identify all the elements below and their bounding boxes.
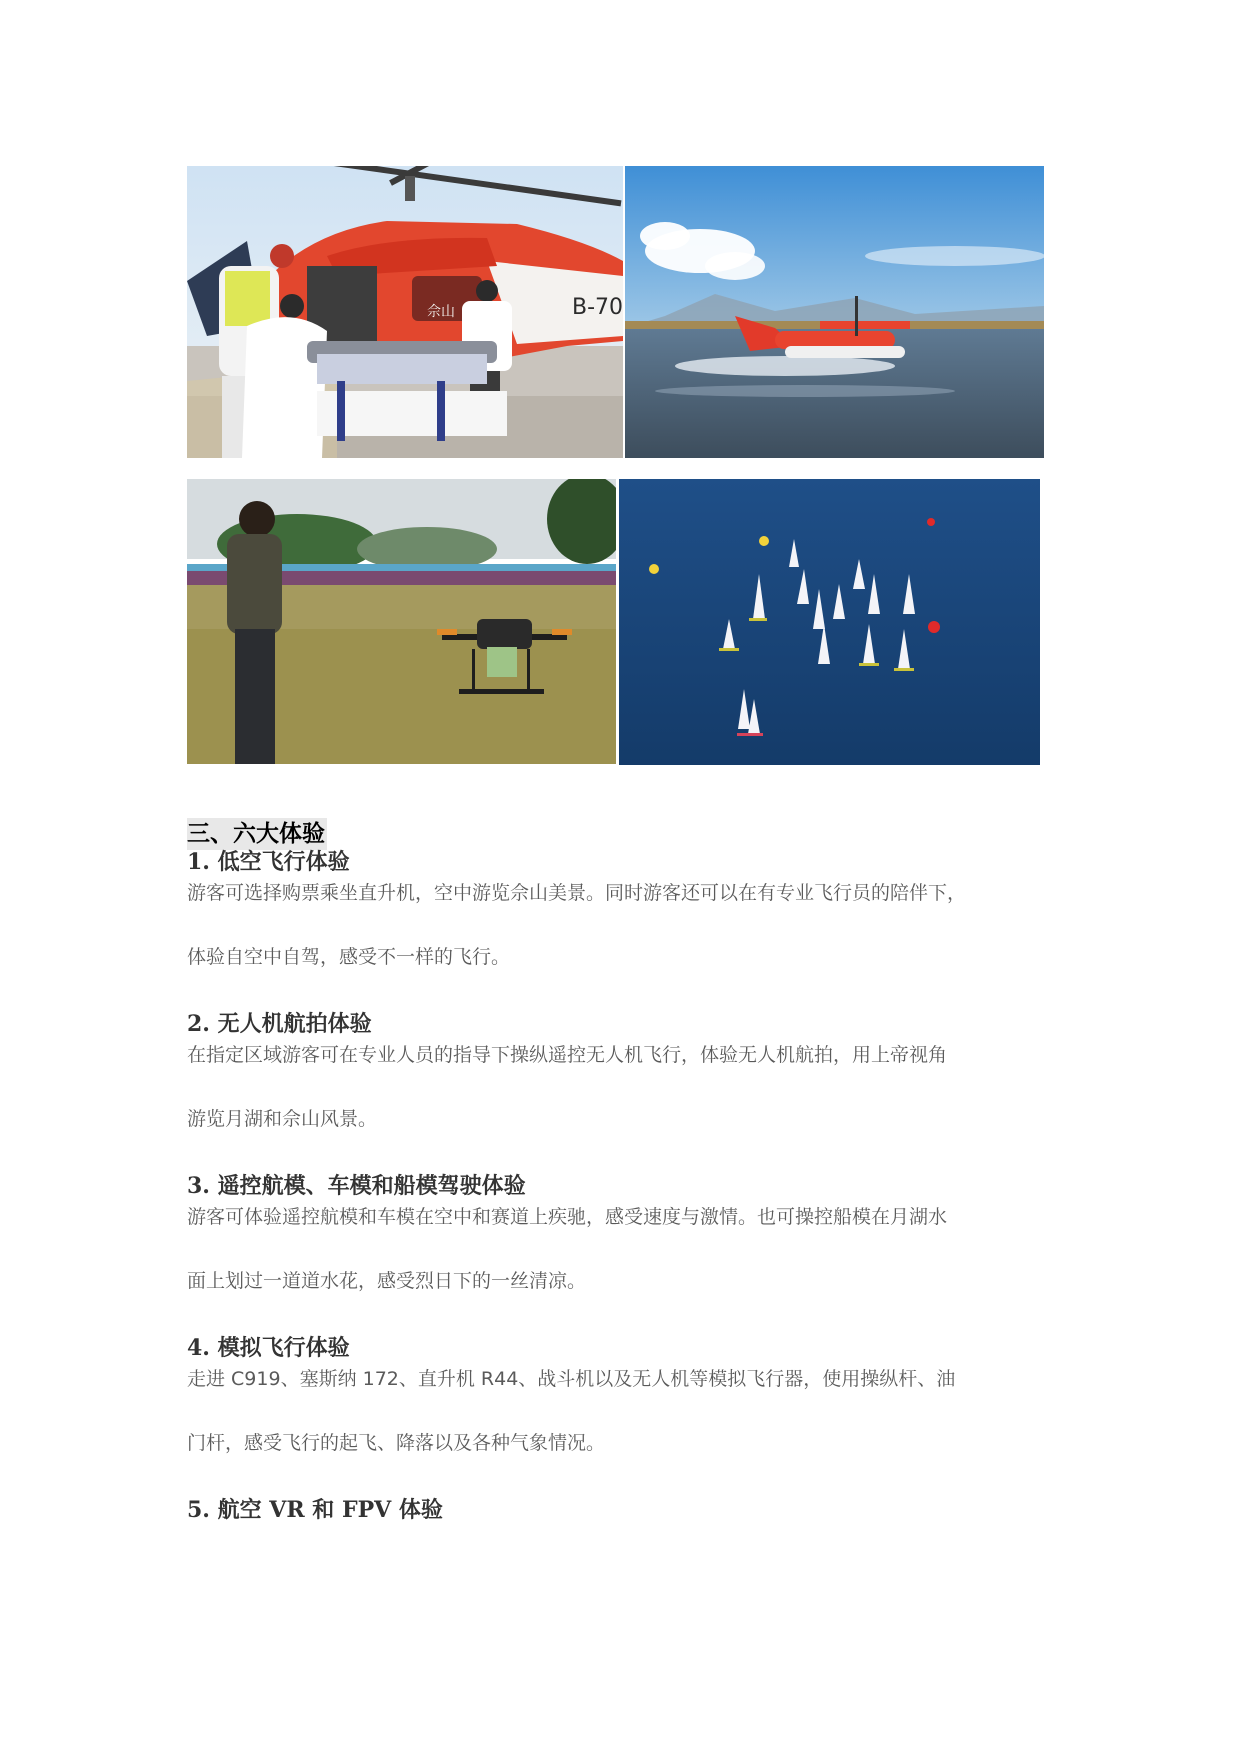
item-heading-vr-fpv: 5. 航空 VR 和 FPV 体验 xyxy=(187,1497,443,1523)
item-heading-low-altitude-flight: 1. 低空飞行体验 xyxy=(187,849,350,875)
item-heading-flight-simulation: 4. 模拟飞行体验 xyxy=(187,1335,350,1361)
helicopter-side-text: 佘山 xyxy=(427,304,455,320)
item-text-line: 游客可体验遥控航模和车模在空中和赛道上疾驰，感受速度与激情。也可操控船模在月湖水 xyxy=(187,1206,948,1228)
drone-field-photo xyxy=(187,479,616,764)
model-sailboats-photo xyxy=(619,479,1040,765)
item-heading-rc-models: 3. 遥控航模、车模和船模驾驶体验 xyxy=(187,1173,526,1199)
item-text-line: 体验自空中自驾，感受不一样的飞行。 xyxy=(187,946,511,968)
item-text-line: 走进 C919、塞斯纳 172、直升机 R44、战斗机以及无人机等模拟飞行器，使用操纵杆、油 xyxy=(187,1368,956,1390)
section-title: 三、六大体验 xyxy=(187,818,327,850)
item-text-line: 游客可选择购票乘坐直升机，空中游览佘山美景。同时游客还可以在有专业飞行员的陪伴下， xyxy=(187,882,967,904)
helicopter-tail-text: B-70 xyxy=(572,295,623,320)
seaplane-photo xyxy=(625,166,1044,458)
helicopter-rescue-photo xyxy=(187,166,623,458)
item-text-line: 门杆，感受飞行的起飞、降落以及各种气象情况。 xyxy=(187,1432,606,1454)
item-text-line: 面上划过一道道水花，感受烈日下的一丝清凉。 xyxy=(187,1270,587,1292)
item-heading-drone-aerial-photography: 2. 无人机航拍体验 xyxy=(187,1011,372,1037)
item-text-line: 在指定区域游客可在专业人员的指导下操纵遥控无人机飞行，体验无人机航拍，用上帝视角 xyxy=(187,1044,948,1066)
item-text-line: 游览月湖和佘山风景。 xyxy=(187,1108,378,1130)
